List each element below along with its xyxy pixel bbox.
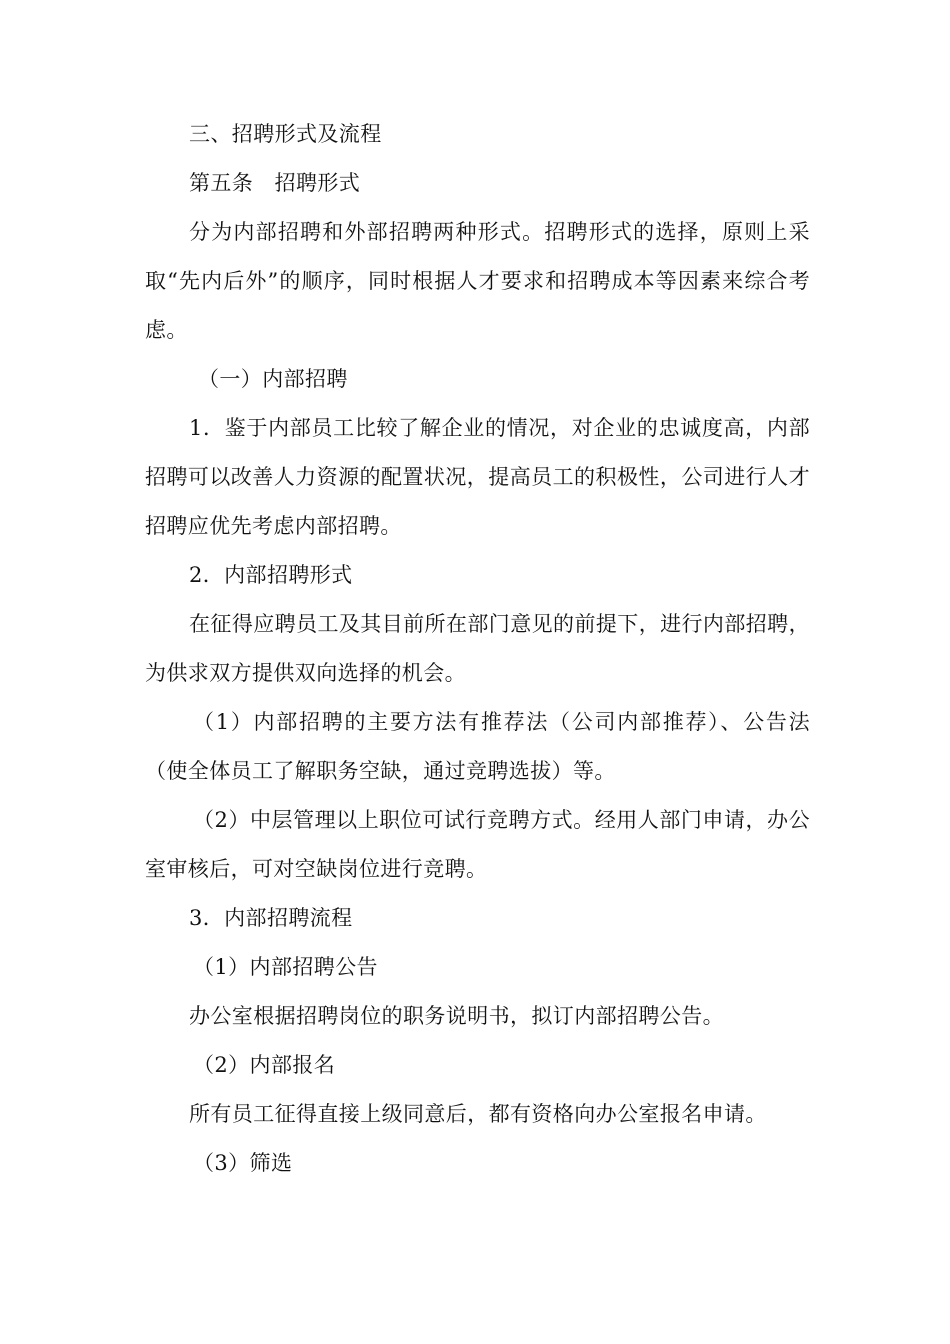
step-3-heading: （3）筛选 xyxy=(193,1151,293,1175)
item-3-heading: 3．内部招聘流程 xyxy=(189,906,353,930)
section-heading: 三、招聘形式及流程 xyxy=(189,122,382,146)
item-2-heading: 2．内部招聘形式 xyxy=(189,563,353,587)
step-1-heading: （1）内部招聘公告 xyxy=(193,955,378,979)
article-title: 第五条 招聘形式 xyxy=(189,171,361,195)
step-2-heading: （2）内部报名 xyxy=(193,1053,336,1077)
step-1-paragraph: 办公室根据招聘岗位的职务说明书，拟订内部招聘公告。 xyxy=(189,1004,724,1028)
intro-paragraph: 分为内部招聘和外部招聘两种形式。招聘形式的选择，原则上采取“先内后外”的顺序，同时根据人才要求和招聘成本等因素来综合考虑。 xyxy=(145,220,810,342)
sub-heading-internal: （一）内部招聘 xyxy=(198,367,348,391)
item-2-sub-2: （2）中层管理以上职位可试行竞聘方式。经用人部门申请，办公室审核后，可对空缺岗位进行竞聘。 xyxy=(145,808,810,881)
item-2-sub-1: （1）内部招聘的主要方法有推荐法（公司内部推荐）、公告法（使全体员工了解职务空缺，通过竞聘选拔）等。 xyxy=(145,710,810,783)
item-1-paragraph: 1．鉴于内部员工比较了解企业的情况，对企业的忠诚度高，内部招聘可以改善人力资源的配置状况，提高员工的积极性，公司进行人才招聘应优先考虑内部招聘。 xyxy=(145,416,810,538)
item-2-paragraph: 在征得应聘员工及其目前所在部门意见的前提下，进行内部招聘，为供求双方提供双向选择的机会。 xyxy=(145,612,810,685)
step-2-paragraph: 所有员工征得直接上级同意后，都有资格向办公室报名申请。 xyxy=(189,1102,767,1126)
document-page xyxy=(145,110,810,1188)
